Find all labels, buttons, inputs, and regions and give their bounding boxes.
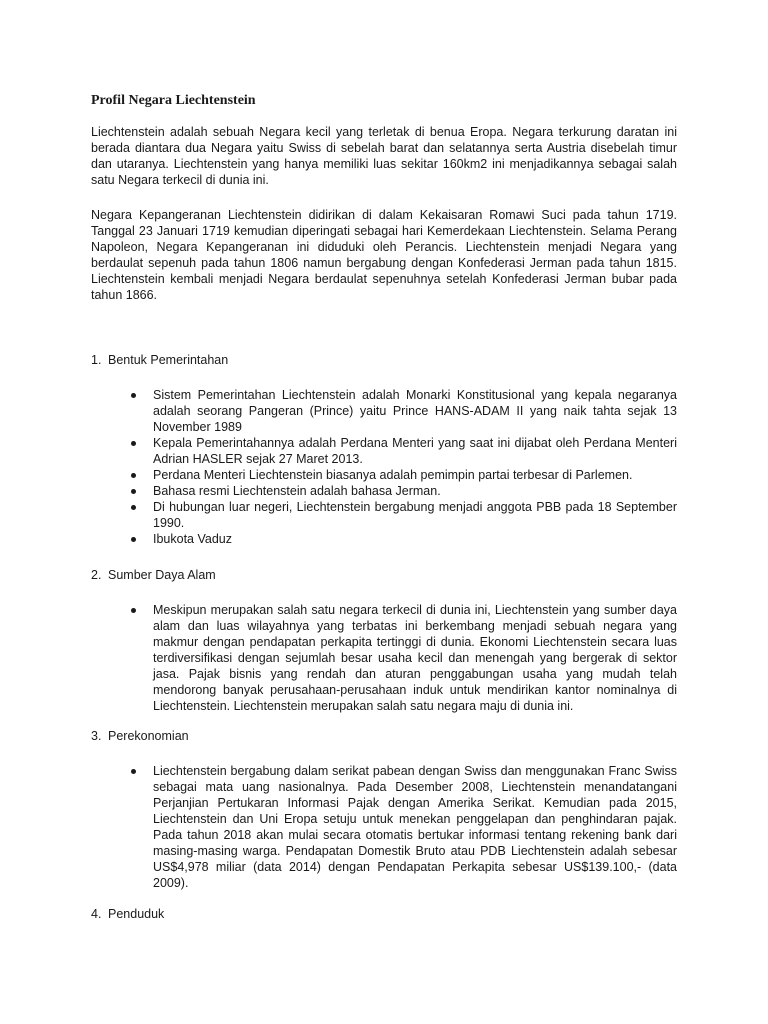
list-item [131,467,677,483]
bullet-icon [131,393,136,398]
section-heading-sumber-daya-alam [91,567,216,583]
bullet-icon [131,505,136,510]
section-heading-perekonomian [91,728,189,744]
bullet-icon [131,489,136,494]
section-heading-penduduk [91,906,164,922]
section-title: Sumber Daya Alam [108,568,216,582]
list-item-text: Ibukota Vaduz [153,532,232,546]
bullet-list-bentuk-pemerintahan [131,387,677,547]
section-title: Perekonomian [108,729,189,743]
list-item-text: Kepala Pemerintahannya adalah Perdana Menteri yang saat ini dijabat oleh Perdana Menteri Adrian HASLER sejak 27 Maret 2013. [153,436,677,466]
list-item-text: Bahasa resmi Liechtenstein adalah bahasa Jerman. [153,484,441,498]
bullet-list-perekonomian [131,763,677,891]
list-item-text: Perdana Menteri Liechtenstein biasanya adalah pemimpin partai terbesar di Parlemen. [153,468,633,482]
bullet-icon [131,473,136,478]
list-item-text: Sistem Pemerintahan Liechtenstein adalah Monarki Konstitusional yang kepala negaranya adalah seorang Pangeran (Prince) yaitu Prince HANS-ADAM II yang naik tahta sejak 13 November 1989 [153,388,677,434]
list-item [131,763,677,891]
list-item [131,602,677,714]
list-item [131,531,677,547]
bullet-icon [131,537,136,542]
section-number: 1. [91,353,102,367]
section-number: 2. [91,568,102,582]
list-item [131,435,677,467]
bullet-list-sumber-daya-alam [131,602,677,714]
intro-paragraph-2: Negara Kepangeranan Liechtenstein didirikan di dalam Kekaisaran Romawi Suci pada tahun 1719. Tanggal 23 Januari 1719 kemudian diperingati sebagai hari Kemerdekaan Liechtenstein. Selama Perang Napoleon, Negara Kepangeranan ini diduduki oleh Perancis. Liechtenstein menjadi Negara yang berdaulat sepenuh pada tahun 1806 namun bergabung dengan Konfederasi Jerman pada tahun 1815. Liechtenstein kembali menjadi Negara berdaulat sepenuhnya setelah Konfederasi Jerman bubar pada tahun 1866. [91,208,677,302]
section-heading-bentuk-pemerintahan [91,352,228,368]
section-title: Penduduk [108,907,165,921]
document-title: Profil Negara Liechtenstein [91,93,256,108]
bullet-icon [131,769,136,774]
bullet-icon [131,441,136,446]
list-item [131,387,677,435]
intro-paragraph-1: Liechtenstein adalah sebuah Negara kecil yang terletak di benua Eropa. Negara terkurung daratan ini berada diantara dua Negara yaitu Swiss di sebelah barat dan selatannya serta Austria disebelah timur dan utaranya. Liechtenstein yang hanya memiliki luas sekitar 160km2 ini menjadikannya sebagai salah satu Negara terkecil di dunia ini. [91,125,677,187]
list-item-text: Meskipun merupakan salah satu negara terkecil di dunia ini, Liechtenstein yang sumber daya alam dan luas wilayahnya yang terbatas ini berkembang menjadi sebuah negara yang makmur dengan pendapatan perkapita tertinggi di dunia. Ekonomi Liechtenstein secara luas terdiversifikasi dengan sejumlah besar usaha kecil dan menengah yang bergerak di sektor jasa. Pajak bisnis yang rendah dan aturan penggabungan usaha yang mudah telah mendorong banyak perusahaan-perusahaan induk untuk mendirikan kantor nominalnya di Liechtenstein. Liechtenstein merupakan salah satu negara maju di dunia ini. [153,603,677,713]
section-number: 3. [91,729,102,743]
list-item [131,499,677,531]
section-number: 4. [91,907,102,921]
section-title: Bentuk Pemerintahan [108,353,229,367]
list-item-text: Di hubungan luar negeri, Liechtenstein bergabung menjadi anggota PBB pada 18 September 1990. [153,500,677,530]
bullet-icon [131,608,136,613]
list-item [131,483,677,499]
list-item-text: Liechtenstein bergabung dalam serikat pabean dengan Swiss dan menggunakan Franc Swiss sebagai mata uang nasionalnya. Pada Desember 2008, Liechtenstein menandatangani Perjanjian Pertukaran Informasi Pajak dengan Amerika Serikat. Kemudian pada 2015, Liechtenstein dan Uni Eropa setuju untuk menekan penggelapan dan penghindaran pajak. Pada tahun 2018 akan mulai secara otomatis bertukar informasi tentang rekening bank dari masing-masing warga. Pendapatan Domestik Bruto atau PDB Liechtenstein adalah sebesar US$4,978 miliar (data 2014) dengan Pendapatan Perkapita sebesar US$139.100,- (data 2009). [153,764,677,890]
